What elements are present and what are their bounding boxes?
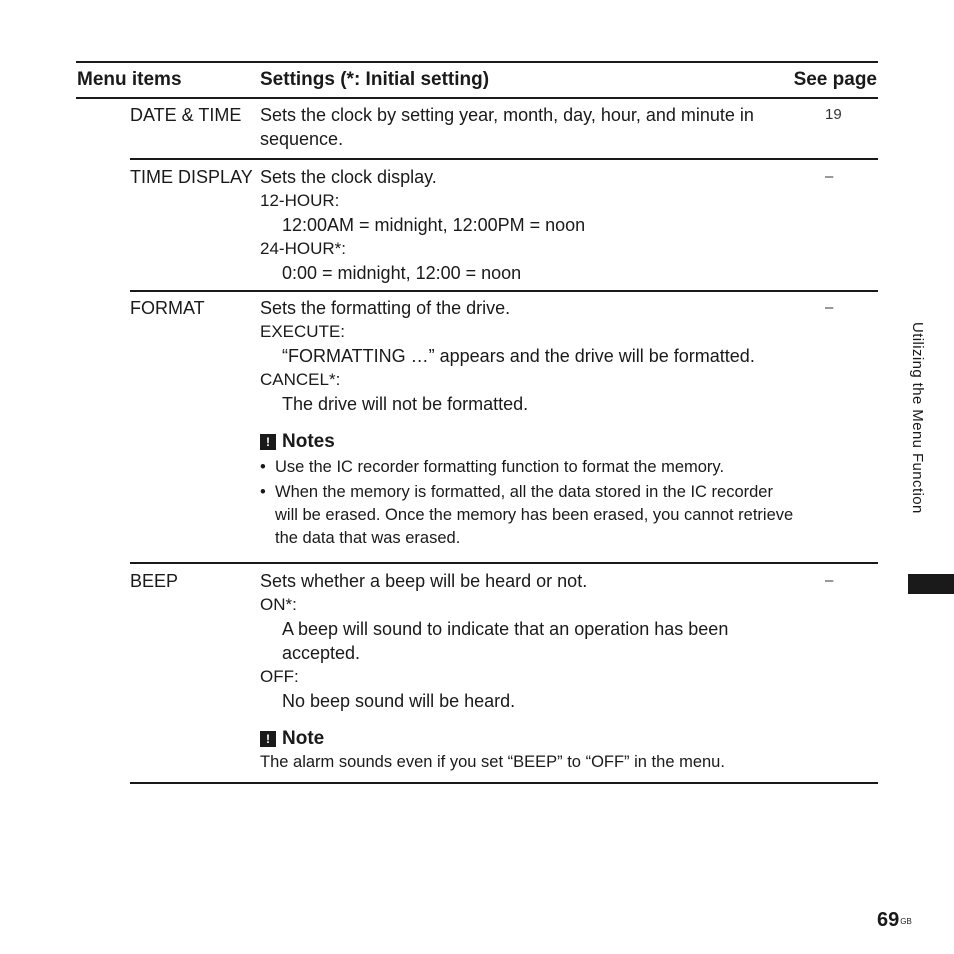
list-item: • Use the IC recorder formatting function to format the memory.: [260, 456, 800, 479]
option-execute-label: EXECUTE:: [260, 322, 346, 341]
note-heading: [260, 727, 800, 751]
notes-heading: [260, 430, 800, 454]
note-text: The alarm sounds even if you set “BEEP” to “OFF” in the menu.: [260, 753, 725, 771]
option-cancel-text: The drive will not be formatted.: [282, 394, 529, 414]
page-region-code: GB: [900, 917, 912, 926]
page-number-value: 69: [877, 909, 900, 931]
list-item: • When the memory is formatted, all the data stored in the IC recorder will be erased. Once the memory has been erased, you cannot retrieve the data that was erased.: [260, 481, 800, 550]
option-off-label: OFF:: [260, 667, 299, 686]
header-rule: [76, 97, 878, 99]
desc-beep: [260, 569, 800, 774]
option-24-hour-text: 0:00 = midnight, 12:00 = noon: [282, 263, 522, 283]
page-ref-time-display: –: [825, 168, 834, 185]
note-text: Use the IC recorder formatting function to format the memory.: [275, 458, 725, 476]
option-cancel-label: CANCEL*:: [260, 370, 341, 389]
menu-item-date-time: DATE & TIME: [130, 105, 242, 125]
note-title: Note: [282, 728, 325, 749]
page-number: [877, 908, 912, 932]
beep-summary: Sets whether a beep will be heard or not.: [260, 571, 588, 591]
table-top-rule: [76, 61, 878, 63]
table-bottom-rule: [130, 782, 878, 784]
section-side-label-text: Utilizing the Menu Function: [909, 322, 926, 514]
notes-title: Notes: [282, 431, 335, 452]
option-off-text: No beep sound will be heard.: [282, 691, 516, 711]
option-12-hour-text: 12:00AM = midnight, 12:00PM = noon: [282, 215, 586, 235]
header-menu-items: Menu items: [77, 69, 182, 90]
page-ref-beep: –: [825, 572, 834, 589]
header-settings: Settings (*: Initial setting): [260, 69, 490, 90]
desc-format: [260, 296, 800, 550]
desc-date-time: Sets the clock by setting year, month, day, hour, and minute in sequence.: [260, 105, 754, 149]
desc-time-display: [260, 165, 800, 285]
option-12-hour-label: 12-HOUR:: [260, 191, 340, 210]
option-on-text: A beep will sound to indicate that an operation has been accepted.: [282, 619, 729, 663]
option-24-hour-label: 24-HOUR*:: [260, 239, 346, 258]
time-display-summary: Sets the clock display.: [260, 167, 437, 187]
menu-item-beep: BEEP: [130, 571, 179, 591]
format-summary: Sets the formatting of the drive.: [260, 298, 511, 318]
row-rule: [130, 290, 878, 292]
note-icon: !: [260, 434, 276, 450]
section-tab-marker: [908, 574, 954, 594]
page-ref-date-time: 19: [825, 106, 842, 123]
option-on-label: ON*:: [260, 595, 297, 614]
note-text: When the memory is formatted, all the data stored in the IC recorder will be erased. Once the memory has been erased, you cannot retrieve the data that was erased.: [275, 483, 794, 547]
page-ref-format: –: [825, 299, 834, 316]
row-rule: [130, 158, 878, 160]
menu-item-format: FORMAT: [130, 298, 205, 318]
section-side-label: [906, 322, 928, 562]
row-rule: [130, 562, 878, 564]
header-see-page: See page: [793, 69, 877, 90]
menu-item-time-display: TIME DISPLAY: [130, 167, 253, 187]
note-icon: !: [260, 731, 276, 747]
option-execute-text: “FORMATTING …” appears and the drive will be formatted.: [282, 346, 755, 366]
